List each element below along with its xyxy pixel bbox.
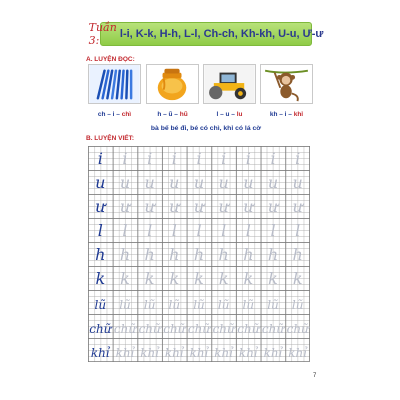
writing-row (88, 170, 310, 194)
trace-glyph: u (243, 173, 254, 192)
trace-glyph: h (218, 245, 229, 264)
trace-glyph: h (144, 245, 155, 264)
trace-glyph: lũ (291, 298, 304, 312)
model-glyph: l (97, 221, 103, 240)
trace-glyph: h (119, 245, 131, 264)
writing-row (88, 242, 310, 266)
trace-glyph: ư (169, 197, 180, 216)
week-label: Tuần 3: (88, 21, 117, 47)
reading-word-3: l – u – lu (216, 111, 243, 118)
trace-glyph: chữ (286, 322, 309, 336)
trace-glyph: l (221, 221, 227, 240)
model-glyph: i (97, 149, 103, 168)
model-glyph: k (95, 269, 106, 288)
reading-word-4: kh – i – khỉ (269, 111, 304, 118)
pencils-image (88, 64, 141, 104)
trace-glyph: khỉ (263, 346, 283, 360)
trace-glyph: i (221, 149, 227, 168)
writing-row (88, 290, 310, 314)
trace-glyph: l (295, 221, 301, 240)
trace-glyph: khỉ (288, 346, 308, 360)
trace-glyph: chữ (163, 322, 186, 336)
trace-glyph: ư (267, 197, 279, 216)
trace-glyph: khỉ (164, 346, 184, 360)
trace-glyph: l (122, 221, 128, 240)
trace-glyph: lũ (267, 298, 279, 312)
trace-glyph: u (169, 173, 180, 192)
trace-glyph: chữ (187, 322, 211, 336)
trace-glyph: k (194, 269, 204, 288)
trace-glyph: ư (119, 197, 131, 216)
writing-row (88, 146, 310, 170)
trace-glyph: i (147, 149, 153, 168)
model-glyph: khỉ (90, 346, 110, 360)
writing-row (88, 266, 310, 290)
trace-glyph: k (292, 269, 303, 288)
trace-glyph: k (268, 269, 278, 288)
trace-glyph: u (267, 173, 279, 192)
writing-row (88, 194, 310, 218)
trace-glyph: lũ (217, 298, 230, 312)
trace-glyph: lũ (119, 298, 131, 312)
trace-glyph: lũ (143, 298, 156, 312)
trace-glyph: k (120, 269, 130, 288)
trace-glyph: k (243, 269, 254, 288)
trace-glyph: l (196, 221, 202, 240)
road-roller-image (203, 64, 256, 104)
page-number: 7 (313, 373, 317, 379)
writing-section-label: B. LUYỆN VIẾT: (86, 135, 135, 142)
model-glyph: chữ (89, 322, 112, 336)
trace-glyph: khỉ (189, 346, 209, 360)
trace-glyph: k (169, 269, 180, 288)
trace-glyph: lũ (242, 298, 255, 312)
trace-glyph: h (243, 245, 254, 264)
reading-sentence: bà bế bé đi, bé có chì, khỉ có lá cờ (150, 125, 262, 132)
trace-glyph: ư (292, 197, 303, 216)
trace-glyph: l (270, 221, 276, 240)
trace-glyph: khỉ (238, 346, 258, 360)
trace-glyph: u (119, 173, 131, 192)
trace-glyph: l (171, 221, 177, 240)
trace-glyph: u (144, 173, 155, 192)
model-glyph: u (95, 173, 106, 192)
trace-glyph: ư (193, 197, 205, 216)
trace-glyph: k (144, 269, 155, 288)
week-title-banner (88, 21, 324, 47)
trace-glyph: i (295, 149, 301, 168)
trace-glyph: i (270, 149, 276, 168)
trace-glyph: h (193, 245, 205, 264)
trace-glyph: khỉ (115, 346, 135, 360)
trace-glyph: k (218, 269, 229, 288)
reading-section-label: A. LUYỆN ĐỌC: (86, 56, 135, 63)
monkey-image (260, 64, 313, 104)
model-glyph: ư (95, 197, 106, 216)
trace-glyph: h (292, 245, 303, 264)
writing-row (88, 314, 310, 338)
model-glyph: h (95, 245, 106, 264)
trace-glyph: chữ (138, 322, 161, 336)
trace-glyph: i (196, 149, 202, 168)
trace-glyph: l (245, 221, 251, 240)
trace-glyph: chữ (237, 322, 260, 336)
letter-pairs: l-i, K-k, H-h, L-l, Ch-ch, Kh-kh, U-u, Ư-ư (119, 28, 324, 40)
trace-glyph: i (245, 149, 251, 168)
trace-glyph: l (147, 221, 153, 240)
trace-glyph: u (292, 173, 303, 192)
trace-glyph: khỉ (140, 346, 160, 360)
model-glyph: lũ (94, 298, 107, 312)
honey-pot-image (146, 64, 199, 104)
trace-glyph: khỉ (214, 346, 234, 360)
writing-row (88, 218, 310, 242)
trace-glyph: u (193, 173, 205, 192)
trace-glyph: ư (243, 197, 254, 216)
reading-word-2: h – ũ – hũ (157, 111, 188, 118)
trace-glyph: lũ (193, 298, 205, 312)
trace-glyph: u (218, 173, 229, 192)
trace-glyph: chữ (212, 322, 235, 336)
trace-glyph: chữ (261, 322, 285, 336)
reading-word-1: ch – i – chì (97, 111, 132, 118)
trace-glyph: ư (218, 197, 229, 216)
trace-glyph: lũ (168, 298, 181, 312)
trace-glyph: ư (144, 197, 155, 216)
trace-glyph: i (171, 149, 177, 168)
writing-row (88, 338, 310, 362)
trace-glyph: i (122, 149, 128, 168)
trace-glyph: chữ (113, 322, 137, 336)
trace-glyph: h (169, 245, 180, 264)
trace-glyph: h (267, 245, 279, 264)
